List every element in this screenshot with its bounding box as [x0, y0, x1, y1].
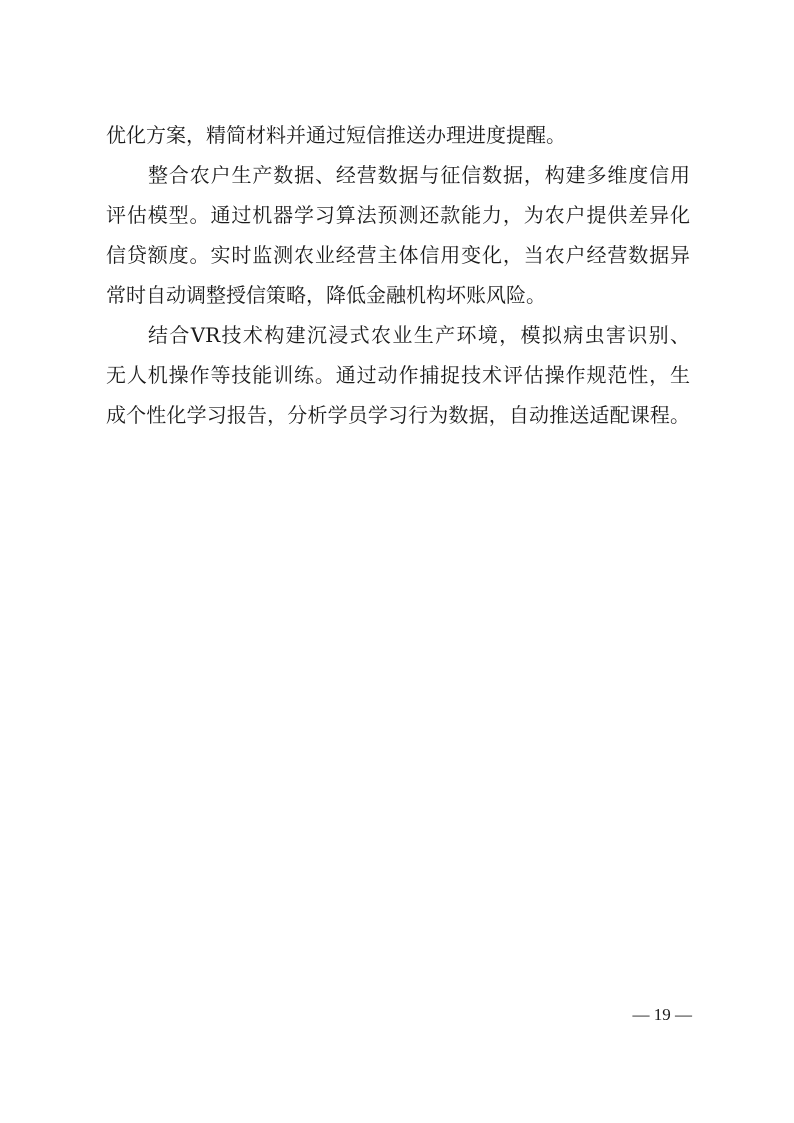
- text-line: 信贷额度。实时监测农业经营主体信用变化，当农户经营数据异: [106, 243, 690, 267]
- text-line: 无人机操作等技能训练。通过动作捕捉技术评估操作规范性，生: [106, 363, 690, 387]
- text-line: 优化方案，精简材料并通过短信推送办理进度提醒。: [106, 123, 566, 147]
- page-number: — 19 —: [632, 1005, 692, 1024]
- text-line: 成个性化学习报告，分析学员学习行为数据，自动推送适配课程。: [106, 403, 690, 427]
- paragraph-continuation: [106, 115, 690, 155]
- paragraph-vr-training: [106, 315, 690, 435]
- text-line: 评估模型。通过机器学习算法预测还款能力，为农户提供差异化: [106, 203, 690, 227]
- paragraph-credit-evaluation: [106, 155, 690, 315]
- text-line: 常时自动调整授信策略，降低金融机构坏账风险。: [106, 283, 546, 307]
- text-line: 整合农户生产数据、经营数据与征信数据，构建多维度信用: [148, 163, 690, 187]
- text-line: 结合VR技术构建沉浸式农业生产环境，模拟病虫害识别、: [148, 323, 690, 347]
- page-body: [106, 115, 690, 435]
